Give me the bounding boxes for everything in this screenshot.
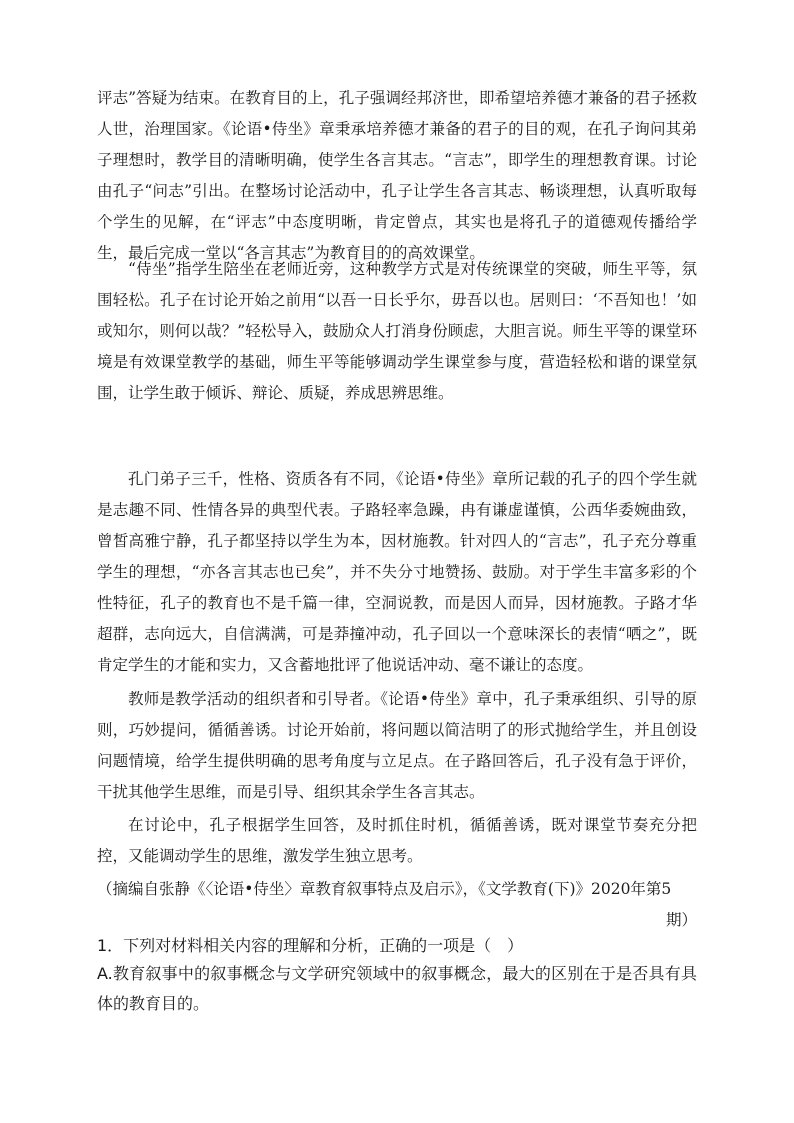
source-citation <box>97 874 697 936</box>
body-paragraph: “侍坐”指学生陪坐在老师近旁，这种教学方式是对传统课堂的突破，师生平等，氛围轻松。孔子在讨论开始之前用“以吾一日长乎尔，毋吾以也。居则曰：‘不吾知也！’如或知尔，则何以哉？”轻松导入，鼓励众人打消身份顾虑，大胆言说。师生平等的课堂环境是有效课堂教学的基础，师生平等能够调动学生课堂参与度，营造轻松和谐的课堂氛围，让学生敢于倾诉、辩论、质疑，养成思辨思维。 <box>97 260 697 402</box>
question-title: 1．下列对材料相关内容的理解和分析，正确的一项是（ ） <box>97 936 524 955</box>
body-paragraph: 评志”答疑为结束。在教育目的上，孔子强调经邦济世，即希望培养德才兼备的君子拯救人世，治理国家。《论语•侍坐》章秉承培养德才兼备的君子的目的观，在孔子询问其弟子理想时，教学目的清晰明确，使学生各言其志。“言志”，即学生的理想教育课。讨论由孔子“问志”引出。在整场讨论活动中，孔子让学生各言其志、畅谈理想，认真听取每个学生的见解，在“评志”中态度明晰，肯定曾点，其实也是将孔子的道德观传播给学生，最后完成一堂以“各言其志”为教育目的的高效课堂。 <box>97 89 697 262</box>
body-paragraph: 教师是教学活动的组织者和引导者。《论语•侍坐》章中，孔子秉承组织、引导的原则，巧妙提问，循循善诱。讨论开始前，将问题以简洁明了的形式抛给学生，并且创设问题情境，给学生提供明确的思考角度与立足点。在子路回答后，孔子没有急于评价，干扰其他学生思维，而是引导、组织其余学生各言其志。 <box>97 690 697 801</box>
body-paragraph: 孔门弟子三千，性格、资质各有不同，《论语•侍坐》章所记载的孔子的四个学生就是志趣不同、性情各异的典型代表。子路轻率急躁，冉有谦虚谨慎，公西华委婉曲致，曾皙高雅宁静，孔子都坚持以学生为本，因材施教。针对四人的“言志”，孔子充分尊重学生的理想，“亦各言其志也已矣”，并不失分寸地赞扬、鼓励。对于学生丰富多彩的个性特征，孔子的教育也不是千篇一律，空洞说教，而是因人而异，因材施教。子路才华超群，志向远大，自信满满，可是莽撞冲动，孔子回以一个意味深长的表情“哂之”，既肯定学生的才能和实力，又含蓄地批评了他说话冲动、毫不谦让的态度。 <box>97 470 697 674</box>
citation-main: （摘编自张静《〈论语•侍坐〉章教育叙事特点及启示》，《文学教育(下)》2020年第5 <box>97 880 672 898</box>
body-paragraph: 在讨论中，孔子根据学生回答，及时抓住时机，循循善诱，既对课堂节奏充分把控，又能调动学生的思维，激发学生独立思考。 <box>97 816 697 865</box>
citation-end: 期） <box>665 911 697 929</box>
question-option-a: A.教育叙事中的叙事概念与文学研究领域中的叙事概念，最大的区别在于是否具有具体的教育目的。 <box>97 964 697 1013</box>
